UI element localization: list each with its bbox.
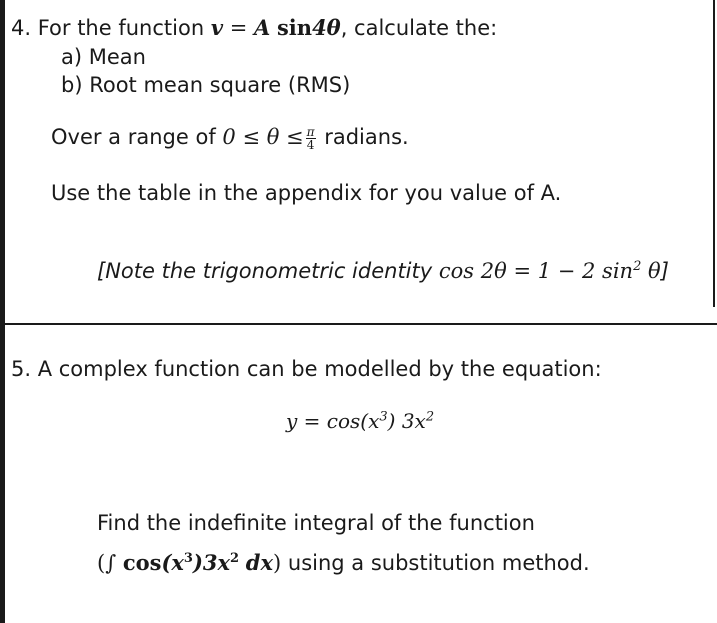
q4-intro-suffix: , calculate the: xyxy=(340,16,498,40)
eq-sin: sin xyxy=(276,15,313,40)
q5-find-line2-suffix: using a substitution method. xyxy=(287,551,590,575)
q4-item-b: b) Root mean square (RMS) xyxy=(61,73,351,97)
q5-intro: 5. A complex function can be modelled by the equation: xyxy=(11,357,602,381)
eq-v: v xyxy=(210,15,224,40)
note-tail: θ xyxy=(648,259,661,283)
q5-eq-rhs-a: = cos(x xyxy=(303,409,380,433)
q4-range-fraction xyxy=(306,126,316,151)
right-border xyxy=(713,0,715,307)
q4-appendix: Use the table in the appendix for you value of A. xyxy=(51,181,562,205)
q5-find-line2 xyxy=(97,550,590,576)
eq-equals: = xyxy=(229,16,248,40)
q4-item-a: a) Mean xyxy=(61,45,146,69)
q5-eq-lhs: y xyxy=(286,409,298,433)
frac-num: π xyxy=(306,124,315,139)
q5-find-line1: Find the indefinite integral of the function xyxy=(97,511,535,535)
q4-intro xyxy=(11,15,497,41)
eq-a: A xyxy=(254,15,271,40)
integral-dx: dx xyxy=(245,550,273,575)
integral-exp-b: 2 xyxy=(230,551,240,566)
q4-range-prefix: Over a range of xyxy=(51,125,216,149)
integral-mid: )3x xyxy=(192,550,231,575)
eq-arg: 4θ xyxy=(312,15,341,40)
q4-note-suffix: ] xyxy=(660,259,669,283)
q4-range xyxy=(51,124,409,151)
integral-open: (∫ xyxy=(97,551,117,575)
note-rhs: = 1 − 2 sin xyxy=(513,259,634,283)
frac-den: 4 xyxy=(306,137,315,152)
q4-range-suffix: radians. xyxy=(324,125,409,149)
section-divider xyxy=(5,323,717,325)
q5-eq-rhs-b: ) 3x xyxy=(387,409,426,433)
left-border xyxy=(0,0,5,623)
integral-cos: cos xyxy=(122,550,162,575)
q4-note-math xyxy=(439,259,661,283)
integral-exp-a: 3 xyxy=(183,551,193,566)
q4-note-prefix: [Note the trigonometric identity xyxy=(97,259,433,283)
q4-range-lo: 0 ≤ θ ≤ xyxy=(222,125,304,149)
q5-eq-exp-b: 2 xyxy=(425,409,435,425)
q4-note xyxy=(97,258,669,284)
q5-equation xyxy=(286,408,434,434)
q4-intro-prefix: 4. For the function xyxy=(11,16,205,40)
note-lhs: cos 2θ xyxy=(438,259,507,283)
q4-equation xyxy=(211,16,341,40)
integral-arg: (x xyxy=(161,550,184,575)
integral-close: ) xyxy=(273,551,282,575)
q5-eq-exp-a: 3 xyxy=(379,409,388,425)
note-exp: 2 xyxy=(633,259,642,274)
